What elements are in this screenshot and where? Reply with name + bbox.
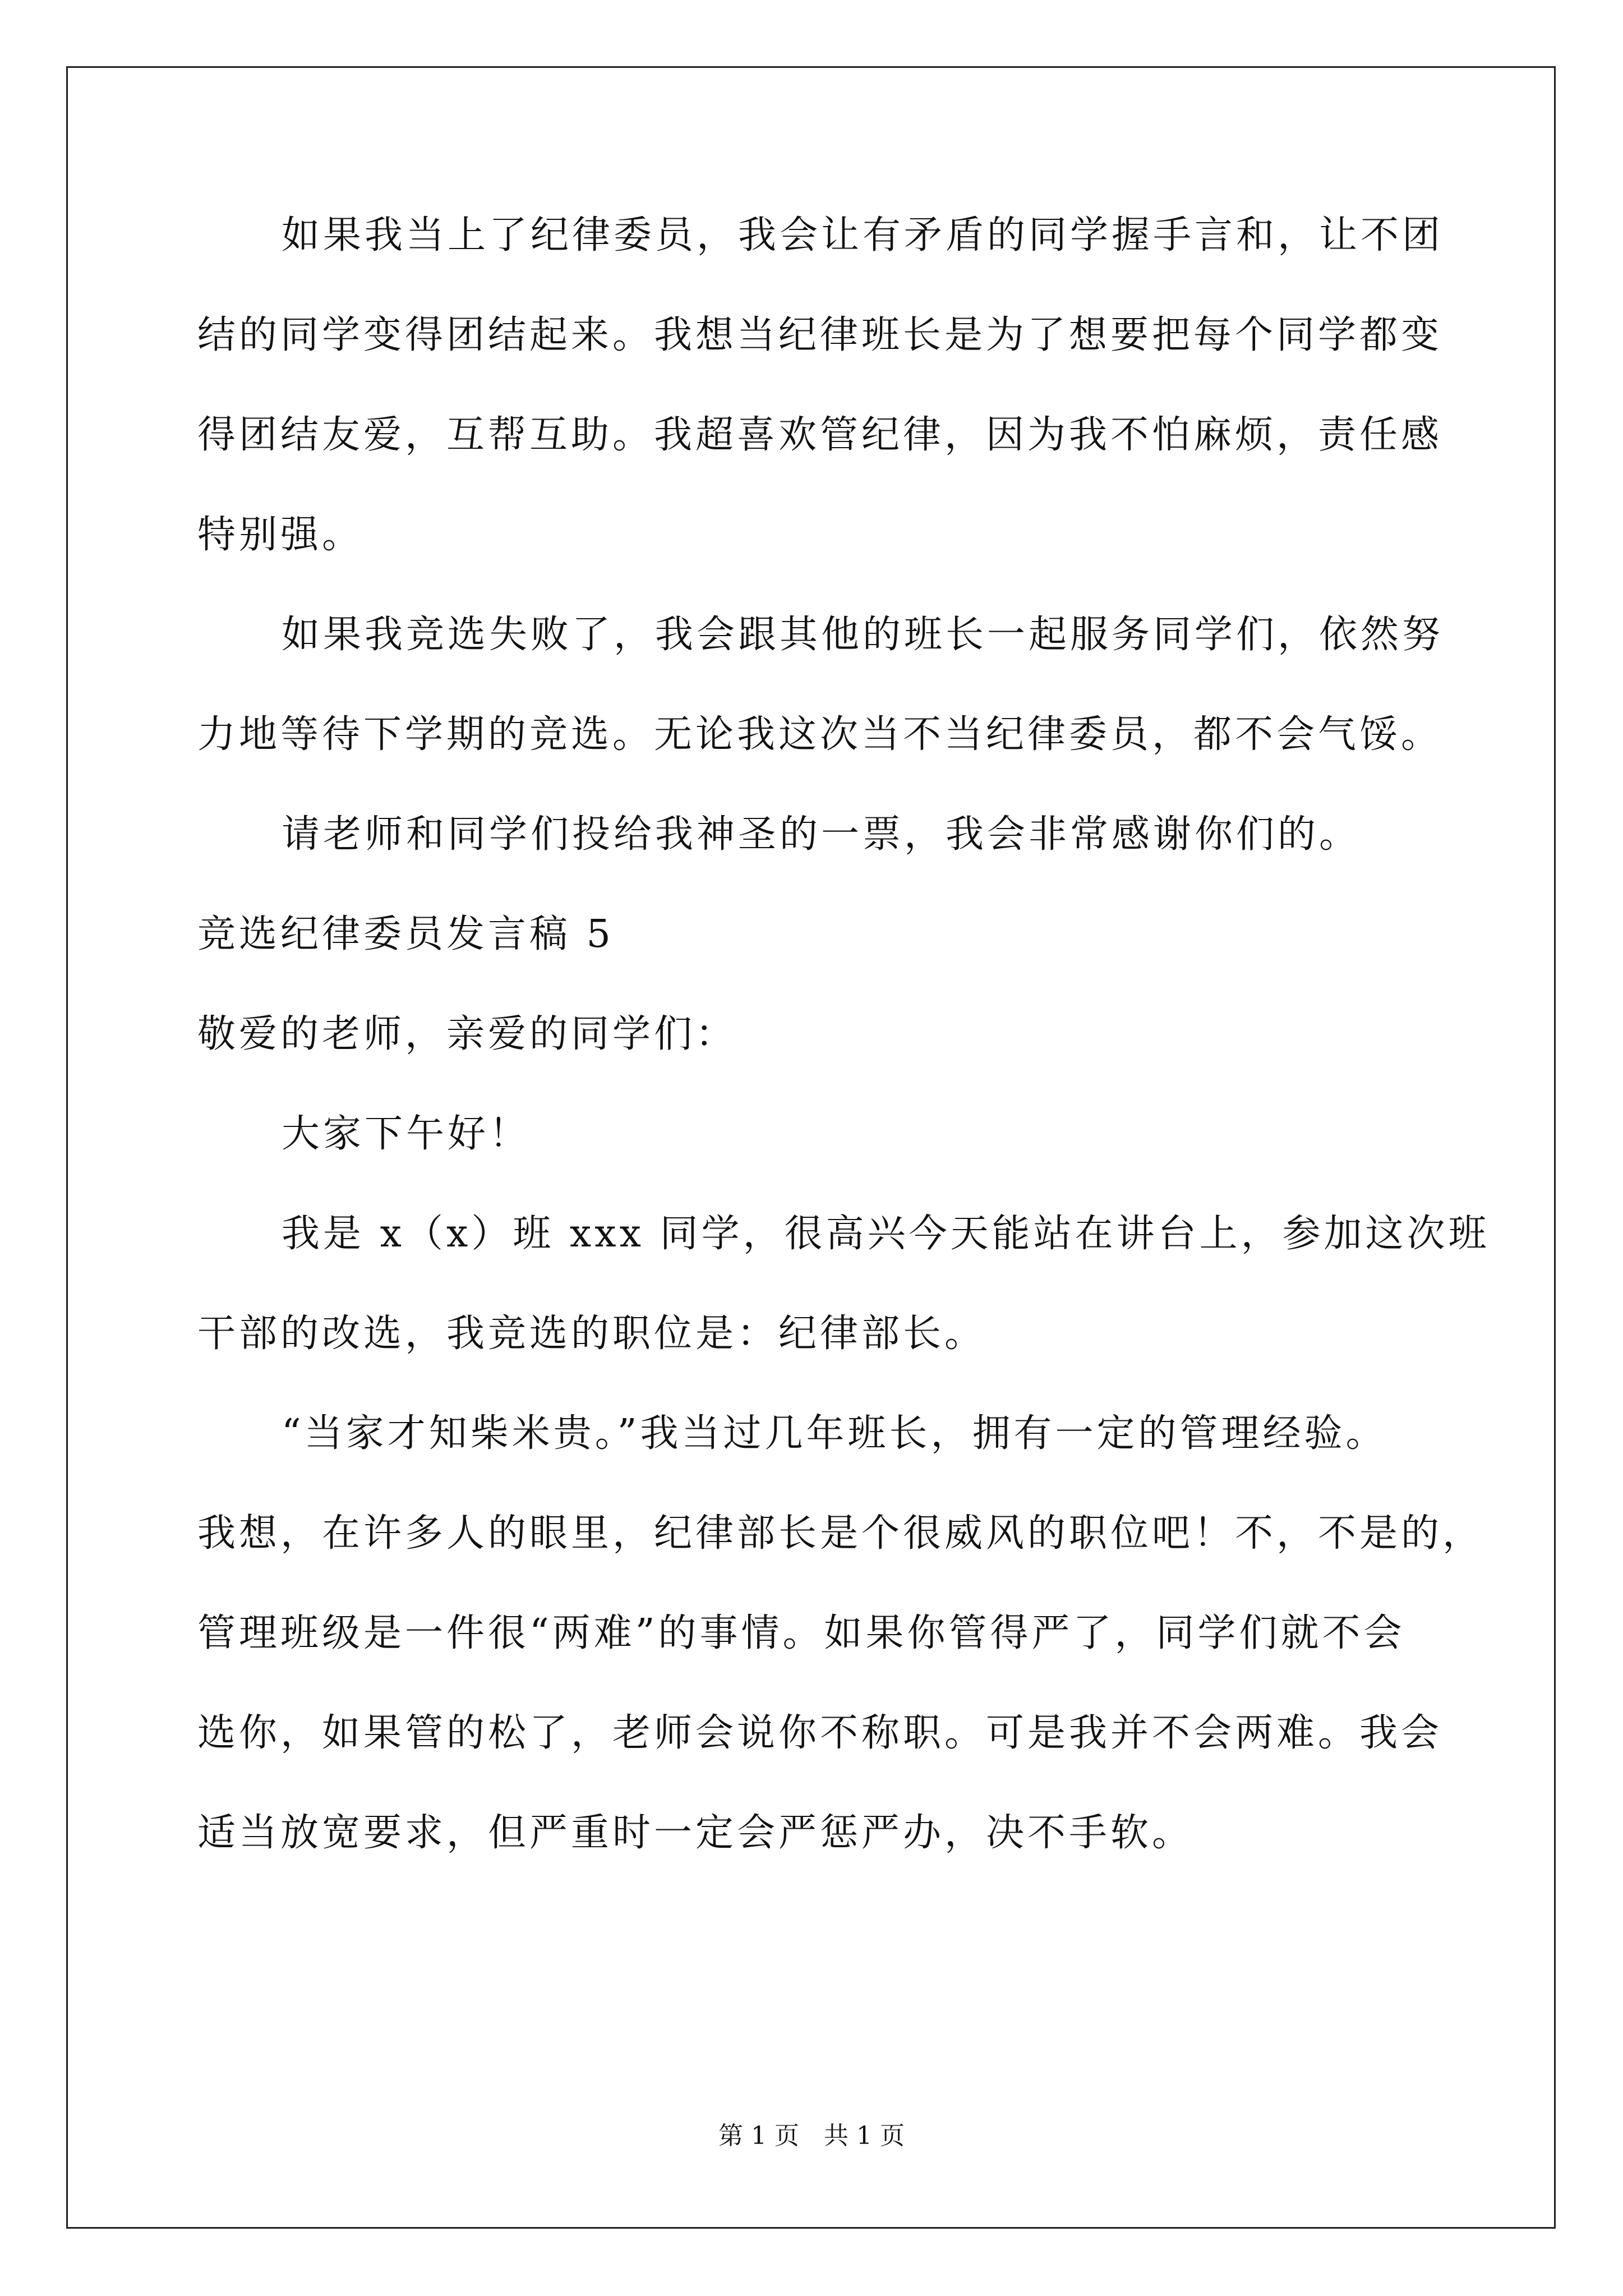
- text-line: 结的同学变得团结起来。我想当纪律班长是为了想要把每个同学都变: [197, 313, 1443, 357]
- text-line: 适当放宽要求，但严重时一定会严惩严办，决不手软。: [197, 1811, 1194, 1855]
- text-line: 力地等待下学期的竞选。无论我这次当不当纪律委员，都不会气馁。: [197, 712, 1443, 757]
- page-footer: 第 1 页 共 1 页: [718, 2122, 905, 2150]
- text-line: 选你，如果管的松了，老师会说你不称职。可是我并不会两难。我会: [197, 1711, 1443, 1755]
- text-line: 请老师和同学们投给我神圣的一票，我会非常感谢你们的。: [282, 812, 1361, 857]
- text-line: 干部的改选，我竞选的职位是：纪律部长。: [197, 1312, 986, 1356]
- text-line: 管理班级是一件很“两难”的事情。如果你管得严了，同学们就不会: [197, 1611, 1405, 1655]
- text-line: 大家下午好！: [282, 1112, 531, 1156]
- text-line: 如果我竞选失败了，我会跟其他的班长一起服务同学们，依然努: [282, 613, 1444, 657]
- salutation: 敬爱的老师，亲爱的同学们：: [197, 1012, 737, 1056]
- text-line: 我想，在许多人的眼里，纪律部长是个很威风的职位吧！不，不是的，: [197, 1511, 1484, 1556]
- text-line: “当家才知柴米贵。”我当过几年班长，拥有一定的管理经验。: [282, 1411, 1387, 1456]
- text-line: 如果我当上了纪律委员，我会让有矛盾的同学握手言和，让不团: [282, 213, 1444, 257]
- section-heading: 竞选纪律委员发言稿 5: [197, 912, 614, 956]
- text-line: 我是 x（x）班 xxx 同学，很高兴今天能站在讲台上，参加这次班: [282, 1212, 1490, 1256]
- text-line: 特别强。: [197, 513, 364, 557]
- text-line: 得团结友爱，互帮互助。我超喜欢管纪律，因为我不怕麻烦，责任感: [197, 413, 1443, 457]
